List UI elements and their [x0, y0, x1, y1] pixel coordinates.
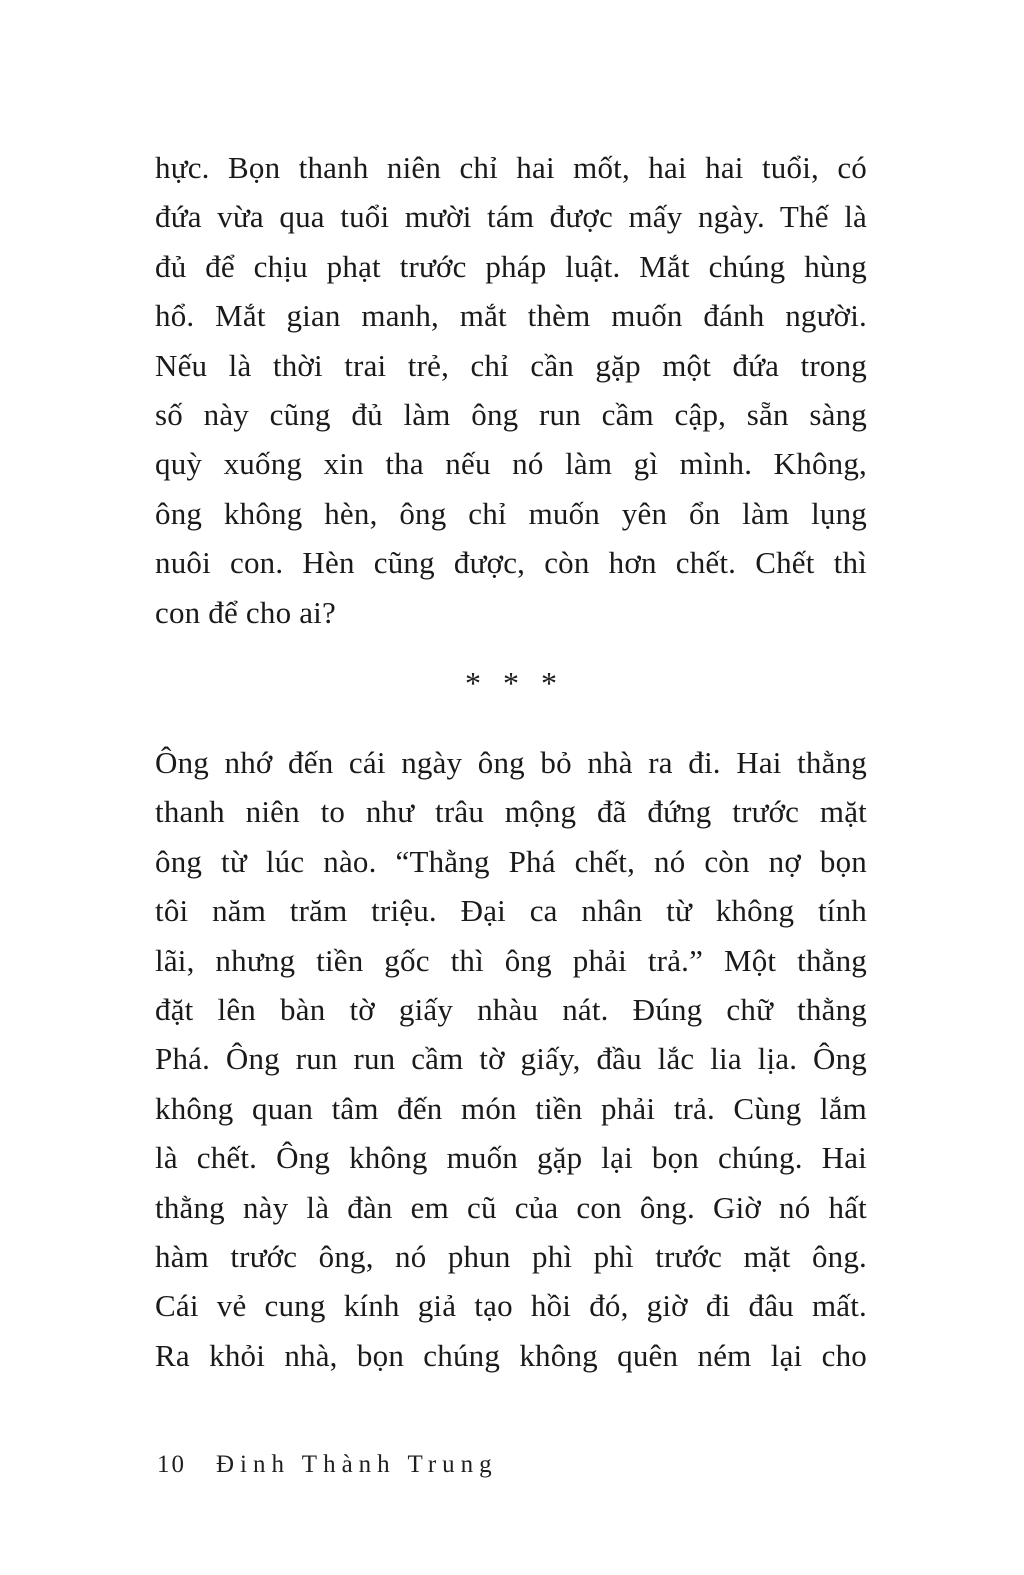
text-line: Nếu là thời trai trẻ, chỉ cần gặp một đứa trong [155, 347, 867, 383]
author-name: Đinh Thành Trung [216, 1451, 498, 1478]
page-number: 10 [157, 1451, 186, 1478]
text-line: Ra khỏi nhà, bọn chúng không quên ném lại cho [155, 1337, 867, 1373]
text-line: đứa vừa qua tuổi mười tám được mấy ngày. Thế là [155, 199, 867, 235]
text-line: tôi năm trăm triệu. Đại ca nhân từ không tính [155, 893, 867, 929]
page-footer [157, 1444, 498, 1486]
text-line: quỳ xuống xin tha nếu nó làm gì mình. Không, [155, 446, 867, 482]
text-line: số này cũng đủ làm ông run cầm cập, sẵn sàng [155, 396, 867, 432]
paragraph-memory [155, 738, 867, 1380]
text-line: là chết. Ông không muốn gặp lại bọn chúng. Hai [155, 1140, 867, 1176]
section-separator: * * * [465, 665, 557, 701]
text-line: ông từ lúc nào. “Thằng Phá chết, nó còn nợ bọn [155, 843, 867, 879]
text-line: không quan tâm đến món tiền phải trả. Cùng lắm [155, 1090, 867, 1126]
text-line: Ông nhớ đến cái ngày ông bỏ nhà ra đi. Hai thằng [155, 745, 867, 780]
text-line: con để cho ai? [155, 594, 336, 630]
text-line: lãi, nhưng tiền gốc thì ông phải trả.” Một thằng [155, 942, 867, 978]
text-line: đặt lên bàn tờ giấy nhàu nát. Đúng chữ thằng [155, 991, 867, 1027]
text-line: hực. Bọn thanh niên chỉ hai mốt, hai hai tuổi, có [155, 150, 867, 185]
text-line: thanh niên to như trâu mộng đã đứng trước mặt [155, 794, 867, 830]
text-line: ông không hèn, ông chỉ muốn yên ổn làm lụng [155, 495, 867, 531]
text-line: nuôi con. Hèn cũng được, còn hơn chết. Chết thì [155, 545, 867, 581]
text-line: hàm trước ông, nó phun phì phì trước mặt ông. [155, 1238, 867, 1274]
text-line: thằng này là đàn em cũ của con ông. Giờ nó hất [155, 1189, 867, 1225]
text-line: Cái vẻ cung kính giả tạo hồi đó, giờ đi đâu mất. [155, 1288, 867, 1324]
text-line: hổ. Mắt gian manh, mắt thèm muốn đánh người. [155, 298, 867, 334]
paragraph-continued [155, 143, 867, 637]
text-line: đủ để chịu phạt trước pháp luật. Mắt chúng hùng [155, 248, 867, 284]
text-line: Phá. Ông run run cầm tờ giấy, đầu lắc lia lịa. Ông [155, 1041, 867, 1077]
